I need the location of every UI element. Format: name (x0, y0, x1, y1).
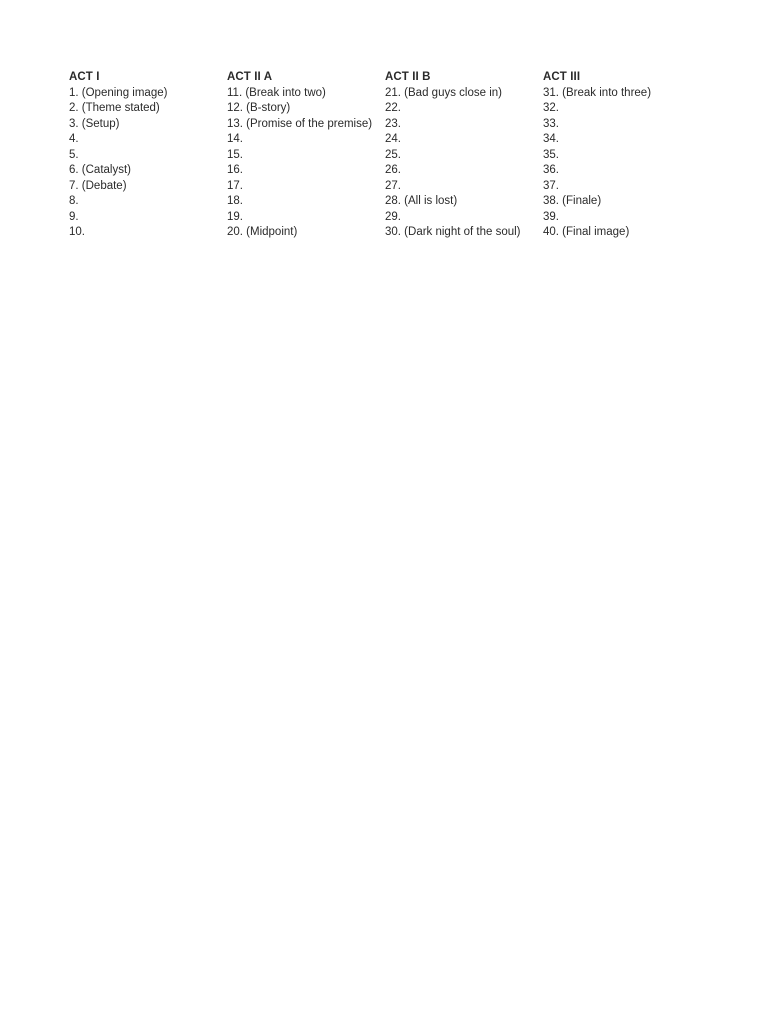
beat-item: 19. (227, 210, 243, 223)
beat-item: 3. (Setup) (69, 117, 120, 130)
beat-item: 20. (Midpoint) (227, 226, 298, 238)
beat-item: 36. (543, 164, 559, 176)
beat-item: 22. (385, 102, 401, 114)
act-header: ACT II B (385, 71, 431, 83)
beat-item: 33. (543, 117, 559, 130)
beat-item: 29. (385, 210, 401, 223)
beat-list (227, 86, 385, 241)
beat-item: 10. (69, 226, 85, 238)
beat-item: 26. (385, 164, 401, 176)
act-column-2a (227, 70, 385, 241)
beat-item: 16. (227, 164, 243, 176)
beat-list (69, 86, 227, 241)
beat-item: 6. (Catalyst) (69, 164, 131, 176)
beat-item: 7. (Debate) (69, 179, 127, 192)
beat-item: 17. (227, 179, 243, 192)
beat-item: 9. (69, 210, 79, 223)
beat-item: 40. (Final image) (543, 226, 630, 238)
beat-item: 34. (543, 133, 559, 145)
act-column-1 (69, 70, 227, 241)
beat-item: 39. (543, 210, 559, 223)
beat-item: 24. (385, 133, 401, 145)
beat-item: 25. (385, 148, 401, 161)
beat-item: 5. (69, 148, 79, 161)
beat-item: 2. (Theme stated) (69, 102, 160, 114)
act-header: ACT I (69, 71, 100, 83)
beat-item: 30. (Dark night of the soul) (385, 226, 521, 238)
beat-item: 28. (All is lost) (385, 195, 458, 207)
beat-item: 8. (69, 195, 79, 207)
beat-item: 37. (543, 179, 559, 192)
beat-item: 18. (227, 195, 243, 207)
beat-item: 14. (227, 133, 243, 145)
beat-item: 27. (385, 179, 401, 192)
beat-item: 38. (Finale) (543, 195, 602, 207)
beat-item: 23. (385, 117, 401, 130)
beat-item: 32. (543, 102, 559, 114)
beat-item: 31. (Break into three) (543, 86, 652, 99)
beat-item: 11. (Break into two) (227, 86, 326, 99)
beat-item: 15. (227, 148, 243, 161)
beat-list (543, 86, 701, 241)
beat-item: 12. (B-story) (227, 102, 291, 114)
beat-list (385, 86, 543, 241)
beat-item: 35. (543, 148, 559, 161)
beat-item: 13. (Promise of the premise) (227, 117, 373, 130)
act-column-3 (543, 70, 701, 241)
act-column-2b (385, 70, 543, 241)
beat-item: 1. (Opening image) (69, 86, 168, 99)
act-header: ACT III (543, 71, 581, 83)
beat-item: 4. (69, 133, 79, 145)
beat-item: 21. (Bad guys close in) (385, 86, 502, 99)
act-header: ACT II A (227, 71, 273, 83)
